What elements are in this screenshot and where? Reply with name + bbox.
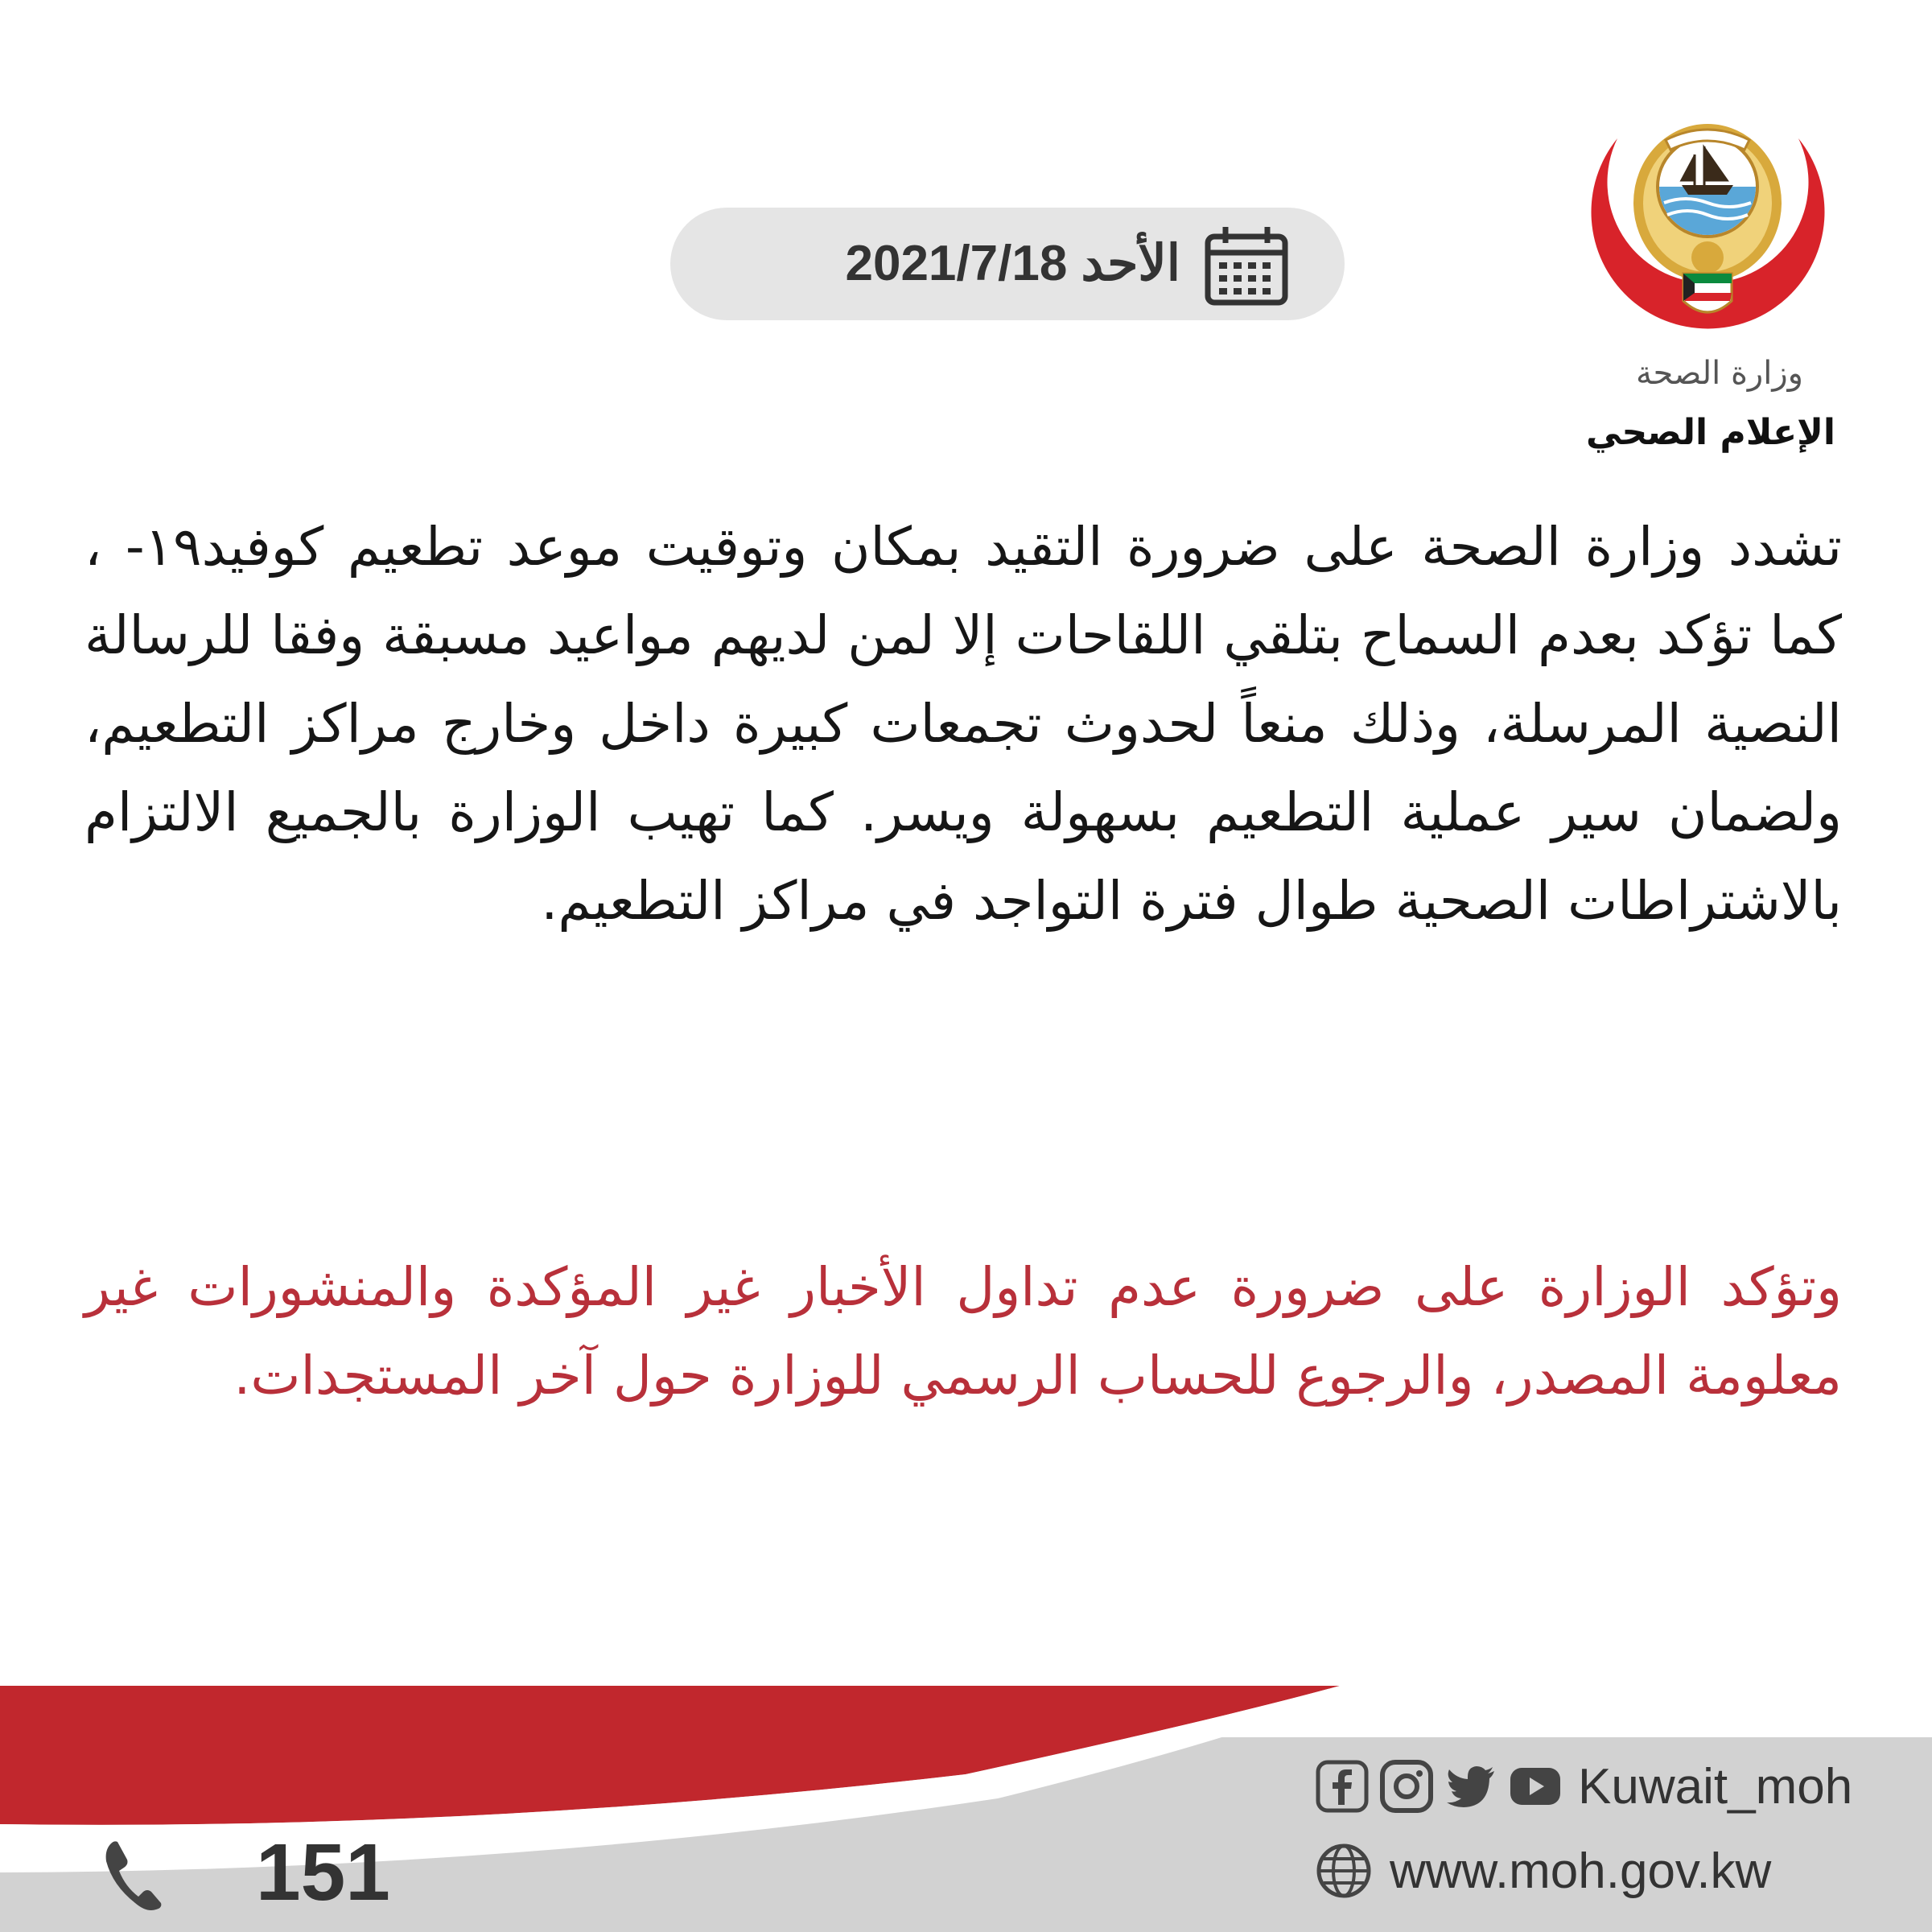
calendar-icon <box>1205 225 1288 306</box>
twitter-icon[interactable] <box>1444 1760 1497 1813</box>
hotline-number[interactable]: 151 <box>256 1827 390 1918</box>
announcement-paragraph: تشدد وزارة الصحة على ضرورة التقيد بمكان وتوقيت موعد تطعيم كوفيد١٩- ، كما تؤكد بعدم السماح بتلقي اللقاحات إلا لمن لديهم مواعيد مسبقة وفقا للرسالة النصية المرسلة، وذلك منعاً لحدوث تجمعات كبيرة داخل وخارج مراكز التطعيم، ولضمان سير عملية التطعيم بسهولة ويسر. كما تهيب الوزارة بالجميع الالتزام بالاشتراطات الصحية طوال فترة التواجد في مراكز التطعيم. <box>84 516 1842 932</box>
youtube-icon[interactable] <box>1509 1760 1562 1813</box>
instagram-icon[interactable] <box>1380 1760 1433 1813</box>
social-links <box>1316 1750 1852 1823</box>
social-handle[interactable]: Kuwait_moh <box>1578 1758 1853 1815</box>
globe-icon <box>1316 1843 1372 1899</box>
date-label: الأحد 2021/7/18 <box>845 236 1180 291</box>
ministry-name: وزارة الصحة <box>1636 355 1803 392</box>
date-pill <box>670 208 1345 320</box>
advisory-paragraph: وتؤكد الوزارة على ضرورة عدم تداول الأخبار غير المؤكدة والمنشورات غير معلومة المصدر، والرجوع للحساب الرسمي للوزارة حول آخر المستجدات. <box>84 1256 1842 1407</box>
department-name: الإعلام الصحي <box>1585 412 1835 453</box>
website-link[interactable]: www.moh.gov.kw <box>1390 1843 1772 1899</box>
phone-icon <box>103 1839 164 1911</box>
website-row <box>1316 1835 1771 1907</box>
ministry-logo <box>1569 90 1843 356</box>
facebook-icon[interactable] <box>1316 1760 1369 1813</box>
